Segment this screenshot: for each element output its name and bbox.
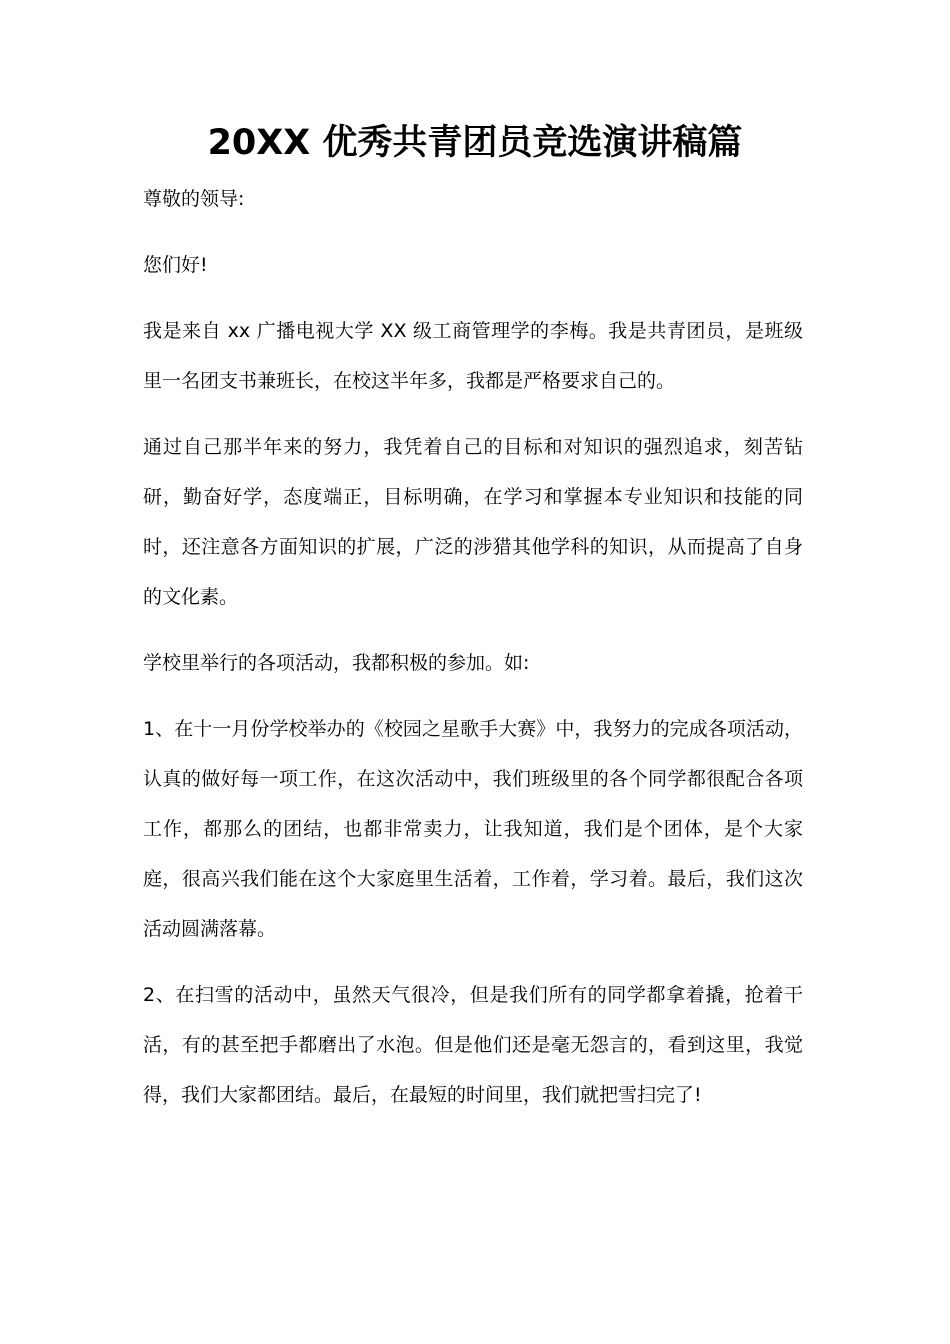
paragraph-activities: 学校里举行的各项活动，我都积极的参加。如: [143,652,530,674]
paragraph-item-2: 2、在扫雪的活动中，虽然天气很冷，但是我们所有的同学都拿着撬，抢着干活，有的甚至把手都磨出了水泡。但是他们还是毫无怨言的，看到这里，我觉得，我们大家都团结。最后，在最短的时间里，我们就把雪扫完了! [143,984,803,1106]
paragraph-item-1: 1、在十一月份学校举办的《校园之星歌手大赛》中，我努力的完成各项活动，认真的做好每一项工作，在这次活动中，我们班级里的各个同学都很配合各项工作，都那么的团结，也都非常卖力，让我知道，我们是个团体，是个大家庭，很高兴我们能在这个大家庭里生活着，工作着，学习着。最后，我们这次活动圆满落幕。 [143,718,803,940]
paragraph-intro: 我是来自 xx 广播电视大学 XX 级工商管理学的李梅。我是共青团员，是班级里一名团支书兼班长，在校这半年多，我都是严格要求自己的。 [143,320,803,392]
document-title: 20XX 优秀共青团员竞选演讲稿篇 [207,123,743,163]
paragraph-study: 通过自己那半年来的努力，我凭着自己的目标和对知识的强烈追求，刻苦钻研，勤奋好学，态度端正，目标明确，在学习和掌握本专业知识和技能的同时，还注意各方面知识的扩展，广泛的涉猎其他学科的知识，从而提高了自身的文化素。 [143,436,803,608]
salutation: 您们好! [143,254,208,276]
document-body [143,174,803,1120]
greeting: 尊敬的领导: [143,188,245,210]
